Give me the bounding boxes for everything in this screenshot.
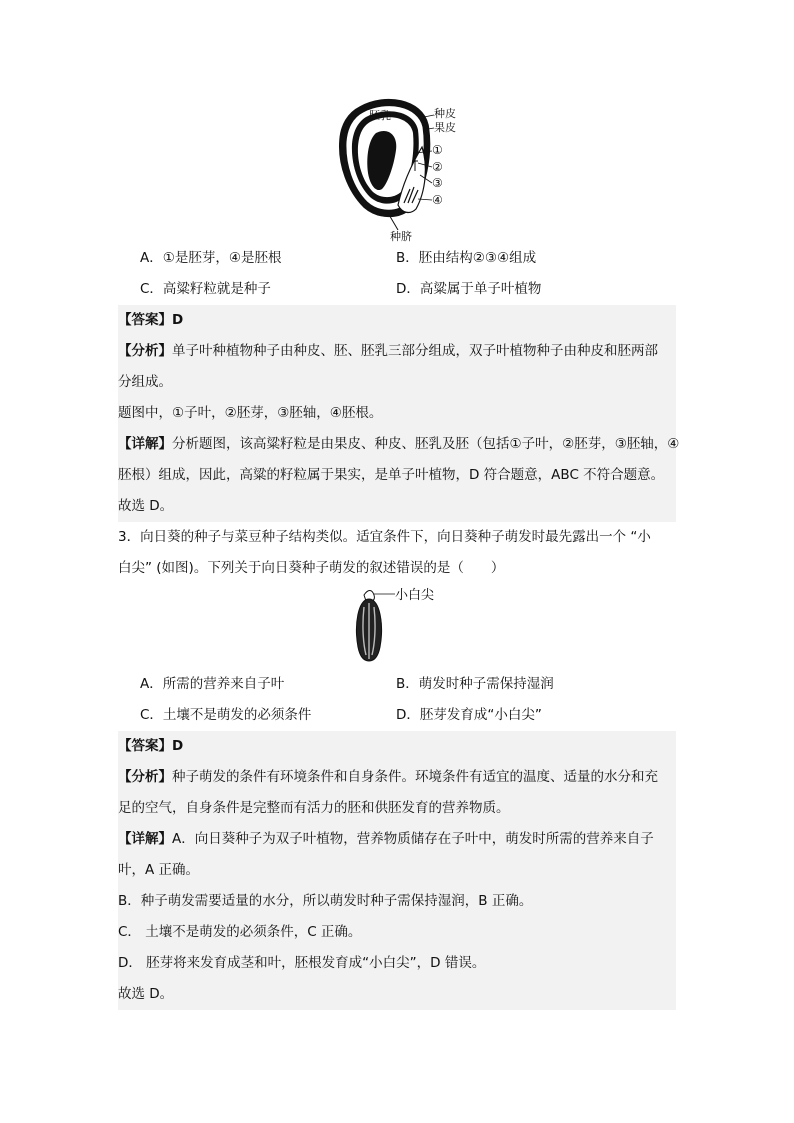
label-1: ① (432, 143, 443, 157)
q2-detail-line-1 (118, 429, 680, 460)
q3-detail-line-6: 故选 D。 (118, 979, 676, 1010)
q2-detail-text-1: 分析题图，该高粱籽粒是由果皮、种皮、胚乳及胚（包括①子叶，②胚芽，③胚轴，④ (172, 436, 680, 452)
q3-detail-line-4: C． 土壤不是萌发的必须条件，C 正确。 (118, 917, 676, 948)
q3-option-c: C．土壤不是萌发的必须条件 (140, 707, 312, 723)
q3-option-a: A．所需的营养来自子叶 (140, 676, 285, 692)
q2-answer: 【答案】D (118, 305, 676, 336)
q2-analysis-tag: 【分析】 (118, 343, 172, 359)
label-seed-coat: 种皮 (434, 107, 456, 120)
q2-detail-line-2: 胚根）组成，因此，高粱的籽粒属于果实，是单子叶植物，D 符合题意，ABC 不符合题意。 (118, 460, 676, 491)
q3-detail-tag: 【详解】 (118, 831, 172, 847)
q3-stem-line-1: 3．向日葵的种子与菜豆种子结构类似。适宜条件下，向日葵种子萌发时最先露出一个 “小 (118, 529, 651, 545)
label-little-white-tip: 小白尖 (395, 588, 435, 603)
q2-option-d: D．高粱属于单子叶植物 (396, 281, 542, 297)
q2-analysis-line-1 (118, 336, 676, 367)
q3-detail-line-5: D． 胚芽将来发育成茎和叶，胚根发育成“小白尖”，D 错误。 (118, 948, 676, 979)
q2-analysis-line-3: 题图中，①子叶，②胚芽，③胚轴，④胚根。 (118, 398, 676, 429)
label-3: ③ (432, 176, 443, 190)
q3-stem-line-2: 白尖” (如图)。下列关于向日葵种子萌发的叙述错误的是（ ） (118, 560, 505, 576)
q3-detail-line-1 (118, 824, 676, 855)
q2-option-a: A．①是胚芽，④是胚根 (140, 250, 282, 266)
label-4: ④ (432, 193, 443, 207)
label-endosperm: 胚乳 (369, 109, 391, 122)
q3-analysis-text-1: 种子萌发的条件有环境条件和自身条件。环境条件有适宜的温度、适量的水分和充 (172, 769, 658, 785)
q3-analysis-line-2: 足的空气，自身条件是完整而有活力的胚和供胚发育的营养物质。 (118, 793, 676, 824)
q2-detail-tag: 【详解】 (118, 436, 172, 452)
q2-analysis-line-2: 分组成。 (118, 367, 676, 398)
label-pericarp: 果皮 (434, 121, 456, 134)
label-2: ② (432, 160, 443, 174)
q2-analysis-text-1: 单子叶种植物种子由种皮、胚、胚乳三部分组成，双子叶植物种子由种皮和胚两部 (172, 343, 658, 359)
q3-detail-text-1: A．向日葵种子为双子叶植物，营养物质储存在子叶中，萌发时所需的营养来自子 (172, 831, 654, 847)
label-hilum: 种脐 (390, 230, 412, 243)
q2-detail-line-3: 故选 D。 (118, 491, 676, 522)
q3-detail-line-3: B．种子萌发需要适量的水分，所以萌发时种子需保持湿润，B 正确。 (118, 886, 676, 917)
q3-detail-line-2: 叶，A 正确。 (118, 855, 676, 886)
q3-analysis-tag: 【分析】 (118, 769, 172, 785)
q3-option-d: D．胚芽发育成“小白尖” (396, 707, 542, 723)
sorghum-grain-diagram (330, 95, 465, 243)
q2-option-b: B．胚由结构②③④组成 (396, 250, 537, 266)
q3-analysis-line-1 (118, 762, 676, 793)
q3-option-b: B．萌发时种子需保持湿润 (396, 676, 554, 692)
q3-answer: 【答案】D (118, 731, 676, 762)
sunflower-seed-figure (350, 585, 450, 665)
q2-option-c: C．高粱籽粒就是种子 (140, 281, 271, 297)
